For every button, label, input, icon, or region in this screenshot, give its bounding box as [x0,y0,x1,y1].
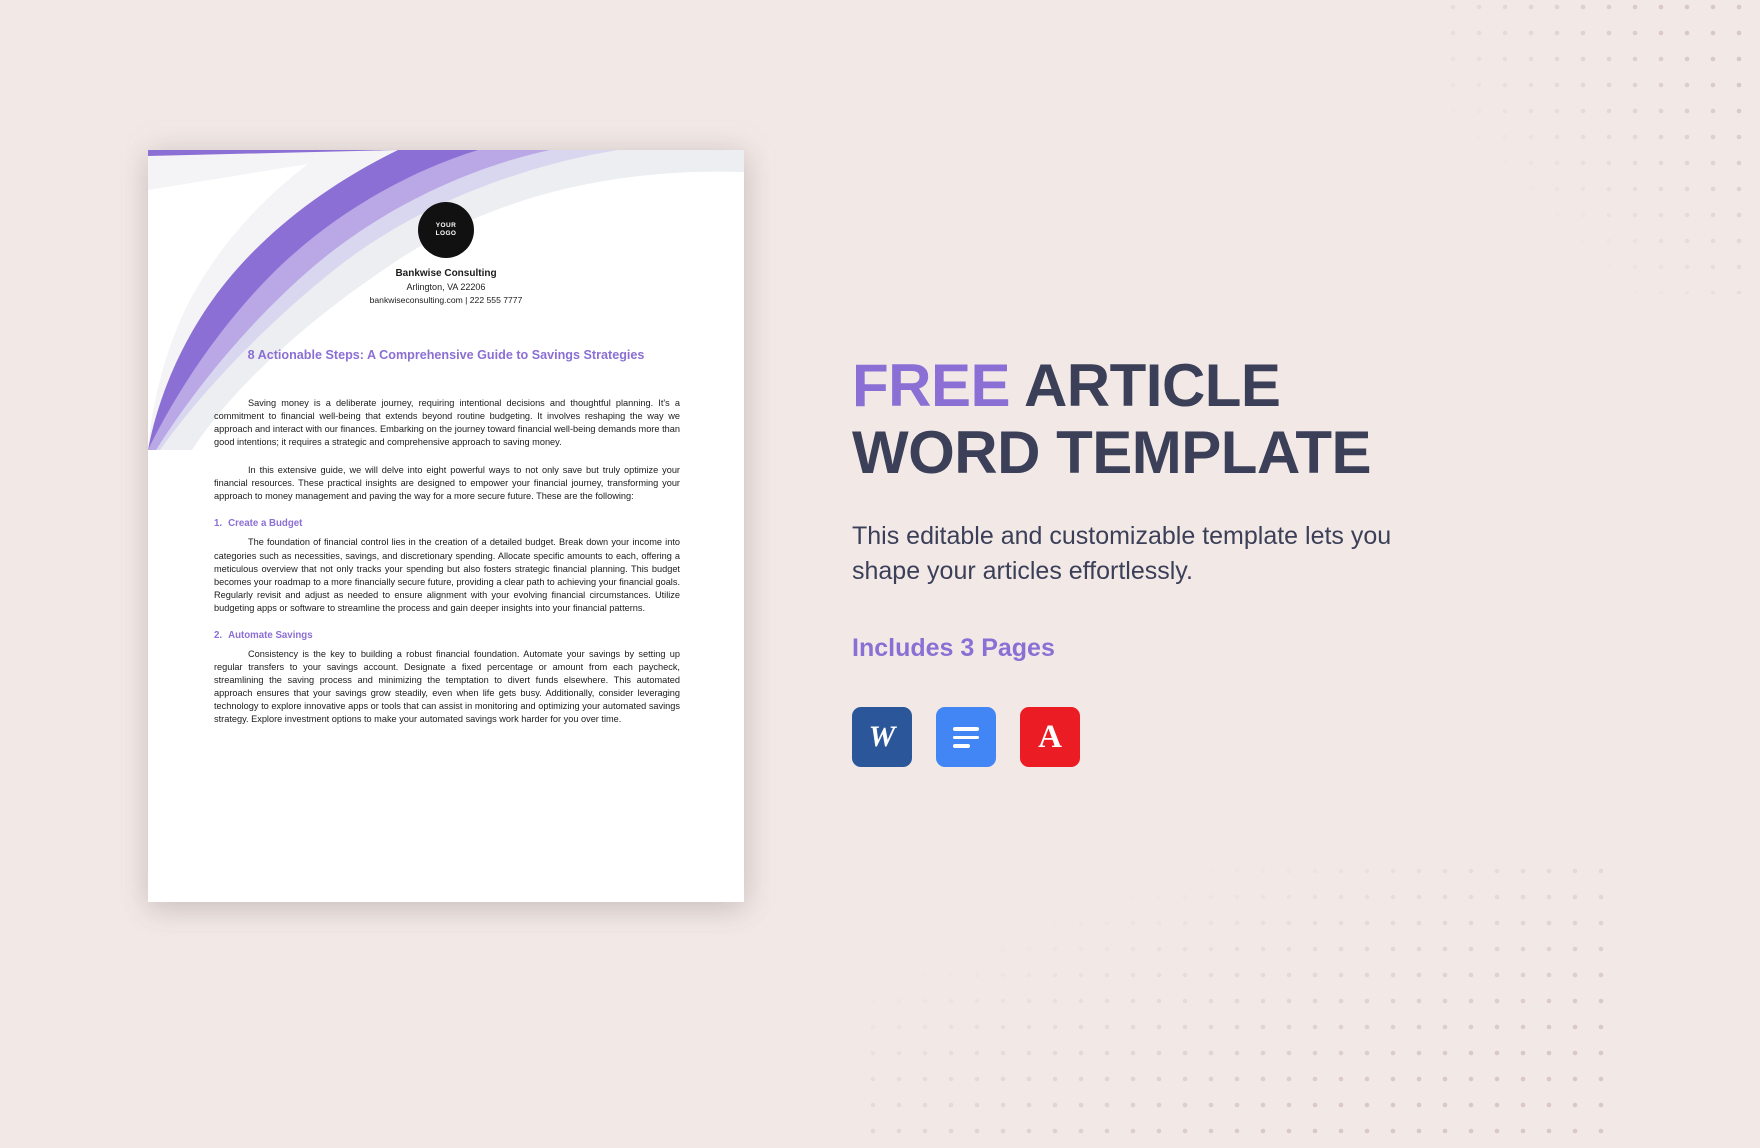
company-name: Bankwise Consulting [395,268,497,279]
article-title: 8 Actionable Steps: A Comprehensive Guide to Savings Strategies [247,348,645,362]
promo-title [852,352,1552,486]
section-title-1: Create a Budget [228,518,303,530]
company-logo [418,202,474,258]
section-number-1: 1. [214,518,223,530]
section-number-2: 2. [214,629,223,641]
file-format-icons [852,707,1552,767]
google-docs-file-icon-glyph [953,727,979,748]
word-file-icon [852,707,912,767]
google-docs-file-icon [936,707,996,767]
logo-line-2: LOGO [435,230,457,237]
promo-pages-note: Includes 3 Pages [852,634,1055,663]
promo-title-free: FREE [852,352,1011,419]
section-body-2: Consistency is the key to building a robust financial foundation. Automate your savings by setting up regular transfers to your savings account. Designate a fixed percentage or amount from each paycheck, streamlining the saving process and minimizing the temptation to divert funds elsewhere. This automated approach ensures that your savings grow steadily, even when life gets busy. Additionally, consider leveraging technology to explore innovative apps or tools that can assist in monitoring and optimizing your automated savings strategy. Explore investment options to make your automated savings work harder for you over time. [214,648,680,725]
dot-pattern-bottom-right [860,858,1620,1148]
section-title-2: Automate Savings [228,629,313,641]
section-heading-1 [214,518,680,529]
promo-subtitle: This editable and customizable template lets you shape your articles effortlessly. [852,522,1392,585]
word-file-icon-glyph: W [868,720,896,754]
promo-panel [852,352,1552,767]
section-body-1: The foundation of financial control lies in the creation of a detailed budget. Break down your income into categories such as necessities, savings, and discretionary spending. Allocate specific amounts to each, offering a meticulous overview that not only tracks your spending but also fosters strategic financial planning. This budget becomes your roadmap to a more financially secure future, providing a clear path to achieving your financial goals. Regularly revisit and adjust as needed to ensure alignment with your evolving financial circumstances. Utilize budgeting apps or software to streamline the process and gain deeper insights into your financial patterns. [214,537,680,613]
promo-title-rest: ARTICLE [1010,352,1281,419]
section-heading-2 [214,630,680,641]
letterhead-block [148,202,744,305]
logo-line-1: YOUR [435,221,457,229]
company-address: Arlington, VA 22206 [406,282,486,292]
company-contact: bankwiseconsulting.com | 222 555 7777 [369,295,523,305]
document-page-preview [148,150,744,902]
pdf-file-icon-glyph: A [1038,718,1062,755]
intro-paragraph-2: In this extensive guide, we will delve into eight powerful ways to not only save but truly optimize your financial resources. These practical insights are designed to empower your financial journey, transforming your approach to money management and paving the way for a more secure future. These are the following: [214,465,680,502]
intro-paragraph-1: Saving money is a deliberate journey, requiring intentional decisions and thoughtful planning. It's a commitment to financial well-being that extends beyond routine budgeting. It involves reshaping the way we approach and interact with our finances. Embarking on the journey toward financial well-being demands more than good intentions; it requires a strategic and comprehensive approach to saving money. [214,398,680,448]
article-body [214,397,680,741]
dot-pattern-top-right [1440,0,1760,294]
pdf-file-icon [1020,707,1080,767]
promo-title-line2: WORD TEMPLATE [852,419,1371,487]
